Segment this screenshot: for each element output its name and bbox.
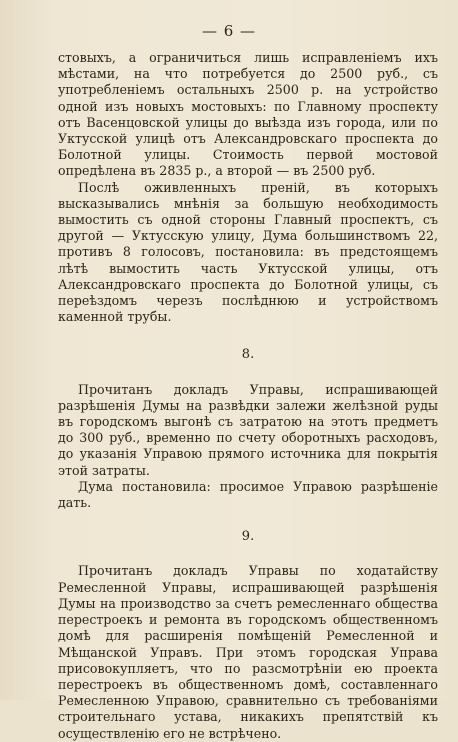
body-text bbox=[58, 50, 438, 742]
paragraph-duma-resolution: Дума постановила: просимое Управою разрѣшеніе дать. bbox=[58, 478, 438, 511]
paragraph-craft-board: Прочитанъ докладъ Управы по ходатайству Ремесленной Управы, испрашивающей разрѣшенія Думы на производство за счетъ ремесленнаго общества перестроекъ и ремонта въ городскомъ общественномъ домѣ для расширенія помѣщеній Ремесленной и Мѣщанской Управъ. При этомъ городская Управа присовокупляетъ, что по разсмотрѣніи ею проекта перестроекъ въ общественномъ домѣ, составленнаго Ремесленною Управою, сравнительно съ требованіями строительнаго устава, никакихъ препятствій къ осуществленію его не встрѣчено. bbox=[58, 563, 438, 741]
paragraph-debate: Послѣ оживленныхъ преній, въ которыхъ высказывались мнѣнія за большую необходимость вымостить съ одной стороны Главный проспектъ, съ другой — Уктусскую улицу, Дума большинствомъ 22, противъ 8 голосовъ, постановила: въ предстоящемъ лѣтѣ вымостить часть Уктусской улицы, отъ Александровскаго проспекта до Болотной улицы, съ переѣздомъ черезъ послѣднюю и устройствомъ каменной трубы. bbox=[58, 179, 438, 325]
section-number-8: 8. bbox=[241, 347, 255, 363]
page-number: — 6 — bbox=[201, 22, 257, 40]
paragraph-ore-exploration: Прочитанъ докладъ Управы, испрашивающей разрѣшенія Думы на развѣдки залежи желѣзной руды въ городскомъ выгонѣ съ затратою на этотъ предметъ до 300 руб., временно по счету оборотныхъ расходовъ, до указанія Управою прямого источника для покрытія этой затраты. bbox=[58, 381, 438, 478]
paragraph-continuation: стовыхъ, а ограничиться лишь исправленіемъ ихъ мѣстами, на что потребуется до 2500 руб., съ употребленіемъ остальныхъ 2500 р. на устройство одной изъ новыхъ мостовыхъ: по Главному проспекту отъ Васенцовской улицы до выѣзда изъ города, или по Уктусской улицѣ отъ Александровскаго проспекта до Болотной улицы. Стоимость первой мостовой опредѣлена въ 2835 р., а второй — въ 2500 руб. bbox=[58, 50, 438, 179]
section-number-9: 9. bbox=[241, 529, 255, 545]
